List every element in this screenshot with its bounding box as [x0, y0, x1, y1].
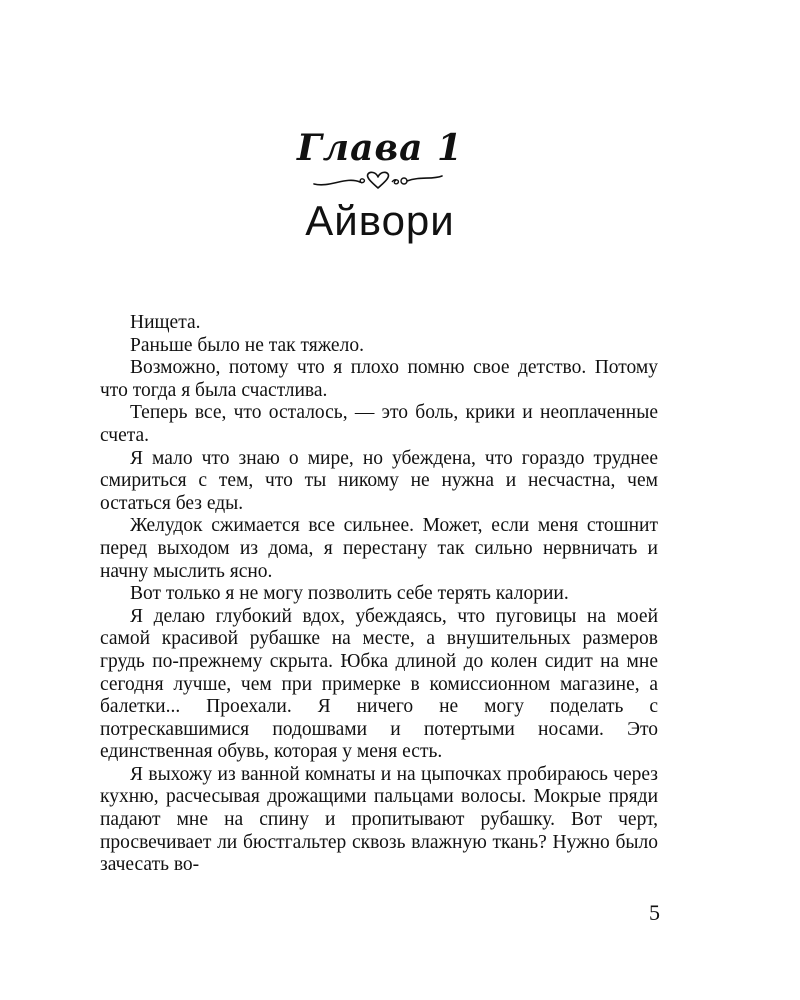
- paragraph: Я делаю глубокий вдох, убеждаясь, что пуговицы на моей самой красивой рубашке на месте, а внушительных размеров грудь по-прежнему скрыта. Юбка длиной до колен сидит на мне сегодня лучше, чем при примерке в комиссионном магазине, а балетки... Проехали. Я ничего не могу поделать с потрескавшимися подошвами и потертыми носами. Это единственная обувь, которая у меня есть.: [100, 605, 658, 763]
- paragraph: Желудок сжимается все сильнее. Может, если меня стошнит перед выходом из дома, я перестану так сильно нервничать и начну мыслить ясно.: [100, 515, 658, 582]
- paragraph: Вот только я не могу позволить себе терять калории.: [130, 583, 569, 605]
- chapter-title: Айвори: [305, 197, 455, 244]
- paragraph: Я мало что знаю о мире, но убеждена, что гораздо труднее смириться с тем, что ты никому не нужна и несчастна, чем остаться без еды.: [100, 447, 658, 514]
- paragraph: Я выхожу из ванной комнаты и на цыпочках пробираюсь через кухню, расчесывая дрожащими пальцами волосы. Мокрые пряди падают мне на спину и пропитывают рубашку. Вот черт, просвечивает ли бюстгальтер сквозь влажную ткань? Нужно было зачесать во-: [100, 763, 658, 876]
- paragraph: Раньше было не так тяжело.: [130, 334, 364, 356]
- paragraph: Теперь все, что осталось, — это боль, крики и неоплаченные счета.: [100, 402, 658, 446]
- paragraph: Возможно, потому что я плохо помню свое детство. Потому что тогда я была счастлива.: [100, 357, 658, 401]
- body-text: [100, 312, 658, 877]
- chapter-label: Глава 1: [296, 127, 464, 169]
- heart-ornament-icon: [310, 168, 446, 192]
- page-number: 5: [649, 900, 660, 925]
- paragraph: Нищета.: [130, 312, 201, 333]
